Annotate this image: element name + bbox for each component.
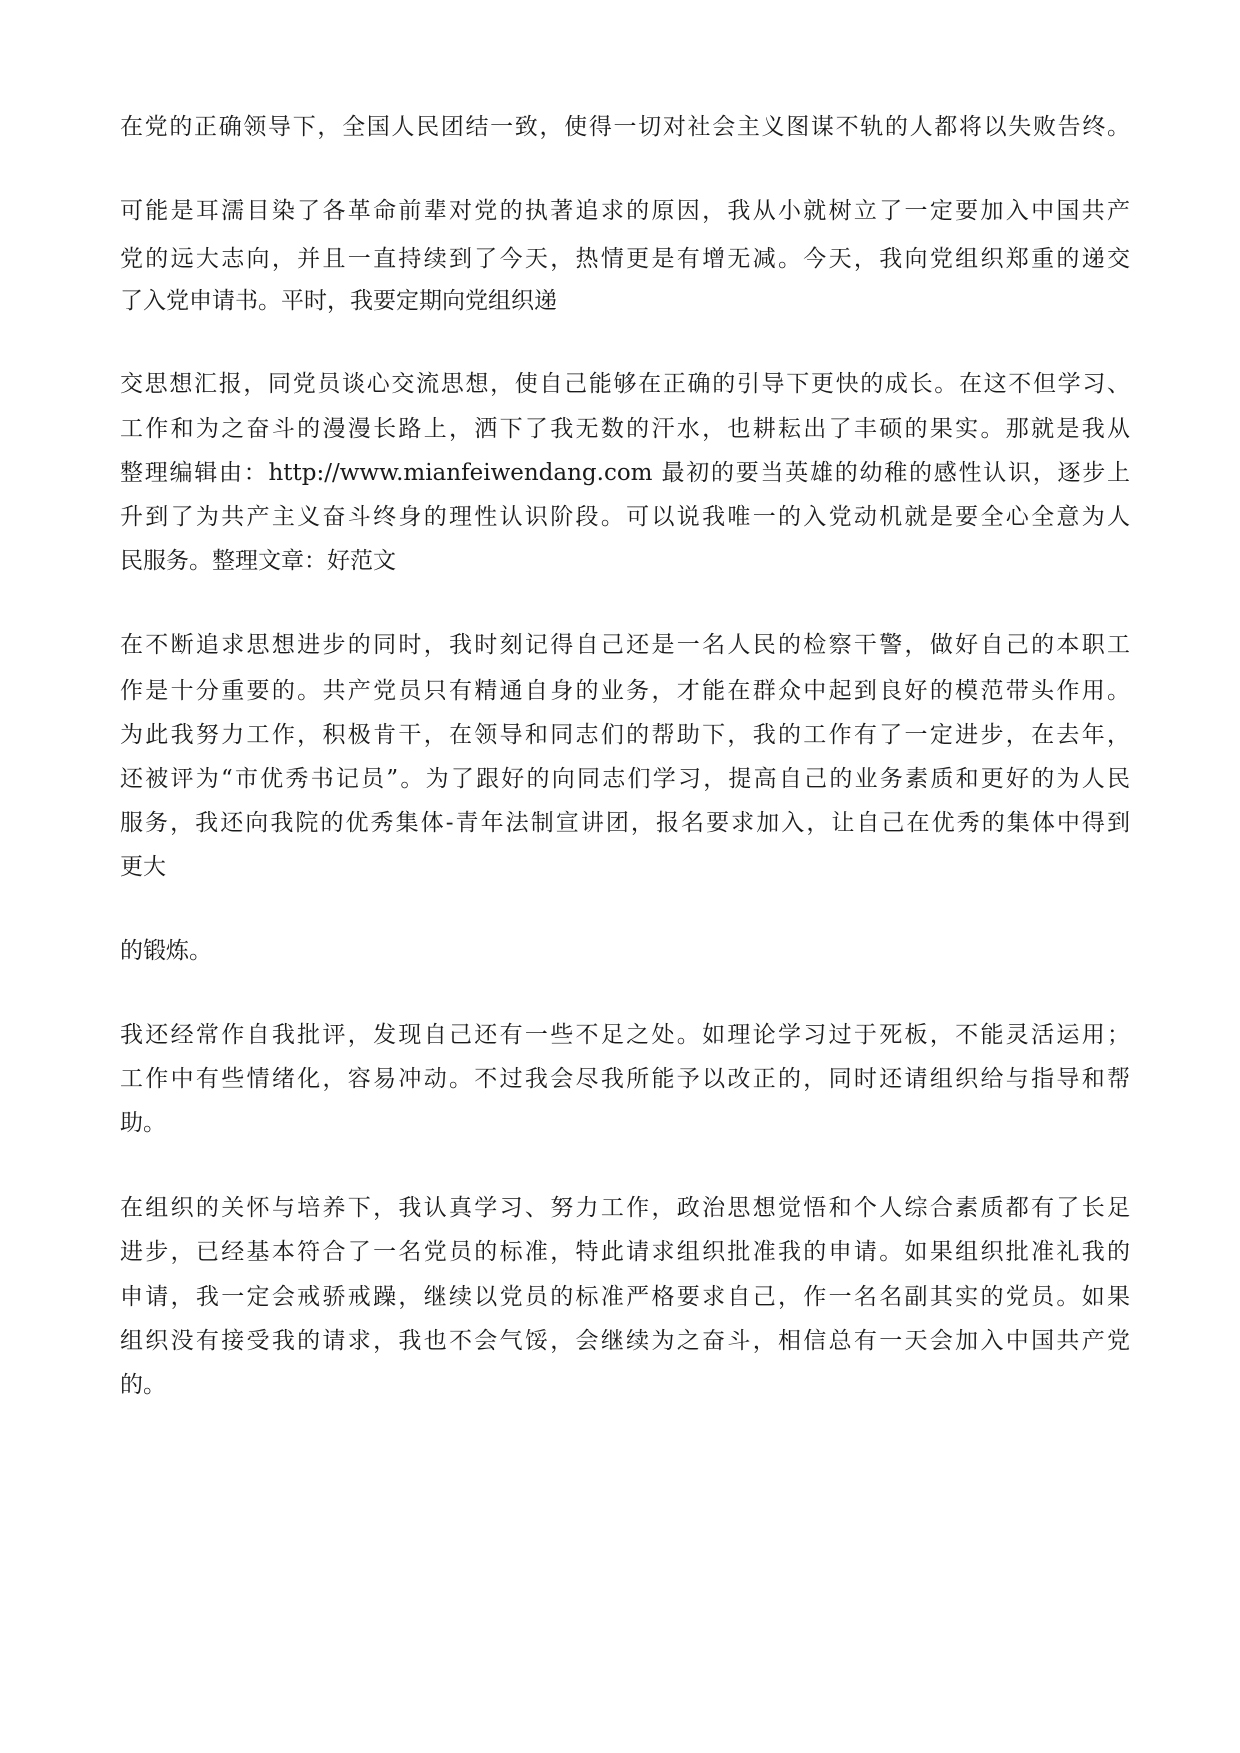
paragraph-3-line-5: 民服务。整理文章：好范文 [120,548,396,574]
paragraph-7-line-4: 组织没有接受我的请求，我也不会气馁，会继续为之奋斗，相信总有一天会加入中国共产党 [120,1328,1130,1354]
paragraph-7-line-2: 进步，已经基本符合了一名党员的标准，特此请求组织批准我的申请。如果组织批准礼我的 [120,1239,1130,1265]
paragraph-7-line-1: 在组织的关怀与培养下，我认真学习、努力工作，政治思想觉悟和个人综合素质都有了长足 [120,1195,1130,1221]
paragraph-6-line-2: 工作中有些情绪化，容易冲动。不过我会尽我所能予以改正的，同时还请组织给与指导和帮 [120,1066,1130,1092]
paragraph-7-line-3: 申请，我一定会戒骄戒躁，继续以党员的标准严格要求自己，作一名名副其实的党员。如果 [120,1284,1130,1310]
paragraph-4-line-2: 作是十分重要的。共产党员只有精通自身的业务，才能在群众中起到良好的模范带头作用。 [120,678,1130,704]
paragraph-7-line-5: 的。 [120,1372,166,1398]
paragraph-3-line-4: 升到了为共产主义奋斗终身的理性认识阶段。可以说我唯一的入党动机就是要全心全意为人 [120,504,1130,530]
paragraph-4-line-1: 在不断追求思想进步的同时，我时刻记得自己还是一名人民的检察干警，做好自己的本职工 [120,632,1130,658]
paragraph-2-line-1: 可能是耳濡目染了各革命前辈对党的执著追求的原因，我从小就树立了一定要加入中国共产 [120,198,1130,224]
paragraph-4-line-3: 为此我努力工作，积极肯干，在领导和同志们的帮助下，我的工作有了一定进步，在去年， [120,722,1130,748]
paragraph-2-line-2: 党的远大志向，并且一直持续到了今天，热情更是有增无减。今天，我向党组织郑重的递交 [120,246,1130,272]
paragraph-3-line-3: 整理编辑由：http://www.mianfeiwendang.com 最初的要当英雄的幼稚的感性认识，逐步上 [120,460,1130,486]
paragraph-3-line-2: 工作和为之奋斗的漫漫长路上，洒下了我无数的汗水，也耕耘出了丰硕的果实。那就是我从 [120,416,1130,442]
paragraph-6-line-1: 我还经常作自我批评，发现自己还有一些不足之处。如理论学习过于死板，不能灵活运用； [120,1022,1130,1048]
paragraph-6-line-3: 助。 [120,1110,166,1136]
paragraph-3-line-1: 交思想汇报，同党员谈心交流思想，使自己能够在正确的引导下更快的成长。在这不但学习、 [120,371,1130,397]
paragraph-4-line-5: 服务，我还向我院的优秀集体-青年法制宣讲团，报名要求加入，让自己在优秀的集体中得到 [120,810,1130,836]
paragraph-4-line-4: 还被评为“市优秀书记员”。为了跟好的向同志们学习，提高自己的业务素质和更好的为人民 [120,766,1130,792]
paragraph-1-line-1: 在党的正确领导下，全国人民团结一致，使得一切对社会主义图谋不轨的人都将以失败告终。 [120,114,1130,140]
paragraph-2-line-3: 了入党申请书。平时，我要定期向党组织递 [120,288,557,314]
paragraph-5-line-1: 的锻炼。 [120,938,212,964]
paragraph-4-line-6: 更大 [120,854,166,880]
